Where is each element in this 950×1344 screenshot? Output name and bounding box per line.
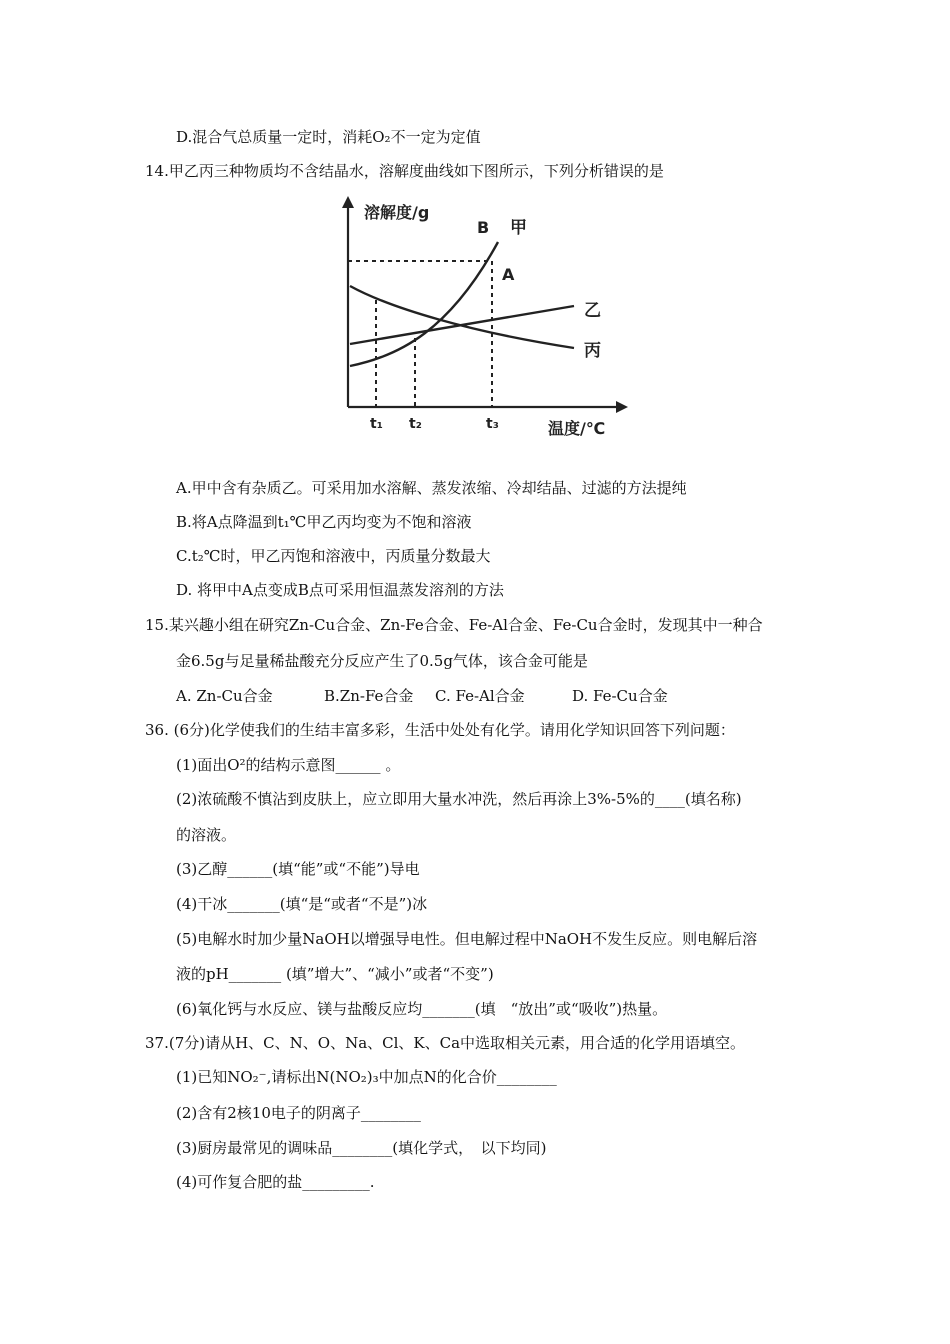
q15-option-b: B.Zn-Fe合金: [324, 687, 414, 705]
q36-part5-line2: 液的pH_______ (填”增大”、“减小”或者“不变”): [176, 965, 494, 983]
tick-t2: t₂: [409, 416, 422, 432]
q36-part3: (3)乙醇______(填“能”或“不能”)导电: [176, 860, 420, 878]
q36-part2-line2: 的溶液。: [176, 826, 237, 844]
q37-stem: 37.(7分)请从H、C、N、O、Na、Cl、K、Ca中选取相关元素，用合适的化学用语填空。: [145, 1034, 746, 1052]
y-axis-arrow: [342, 196, 354, 208]
series-yi-label: 乙: [584, 301, 601, 321]
q15-option-a: A. Zn-Cu合金: [176, 687, 273, 705]
q14-option-a: A.甲中含有杂质乙。可采用加水溶解、蒸发浓缩、冷却结晶、过滤的方法提纯: [176, 479, 687, 497]
q36-part5-line1: (5)电解水时加少量NaOH以增强导电性。但电解过程中NaOH不发生反应。则电解后溶: [176, 930, 758, 948]
q36-part1: (1)面出O²的结构示意图______ 。: [176, 756, 401, 774]
point-a-label: A: [502, 265, 515, 284]
q37-part4: (4)可作复合肥的盐_________.: [176, 1173, 375, 1191]
q37-part3: (3)厨房最常见的调味品________(填化学式， 以下均同): [176, 1139, 547, 1157]
q37-part1: (1)已知NO₂⁻,请标出N(NO₂)₃中加点N的化合价________: [176, 1068, 557, 1086]
q14-option-d: D. 将甲中A点变成B点可采用恒温蒸发溶剂的方法: [176, 581, 504, 599]
q15-stem-line2: 金6.5g与足量稀盐酸充分反应产生了0.5g气体，该合金可能是: [176, 652, 588, 670]
q15-stem-line1: 15.某兴趣小组在研究Zn-Cu合金、Zn-Fe合金、Fe-Al合金、Fe-Cu合金时，发现其中一种合: [145, 616, 763, 634]
q36-part2-line1: (2)浓硫酸不慎沾到皮肤上，应立即用大量水冲洗，然后再涂上3%-5%的____(填名称): [176, 790, 742, 808]
x-axis-label: 温度/℃: [548, 419, 606, 438]
point-b-label: B: [477, 218, 490, 237]
q36-stem: 36. (6分)化学使我们的生结丰富多彩，生活中处处有化学。请用化学知识回答下列问题：: [145, 721, 735, 739]
q14-stem: 14.甲乙丙三种物质均不含结晶水，溶解度曲线如下图所示，下列分析错误的是: [145, 162, 664, 180]
q36-part6: (6)氧化钙与水反应、镁与盐酸反应均_______(填 “放出”或“吸收”)热量。: [176, 1000, 668, 1018]
q36-part4: (4)干冰_______(填“是“或者“不是”)冰: [176, 895, 428, 913]
x-axis-arrow: [616, 401, 628, 413]
solubility-chart: [330, 190, 630, 440]
q14-option-c: C.t₂℃时，甲乙丙饱和溶液中，丙质量分数最大: [176, 547, 491, 565]
q14-option-b: B.将A点降温到t₁℃甲乙丙均变为不饱和溶液: [176, 513, 472, 531]
q37-part2: (2)含有2核10电子的阴离子________: [176, 1104, 421, 1122]
tick-t1: t₁: [370, 416, 383, 432]
series-bing-label: 丙: [584, 341, 601, 361]
y-axis-label: 溶解度/g: [364, 203, 430, 222]
q15-option-c: C. Fe-Al合金: [435, 687, 525, 705]
q13-option-d: D.混合气总质量一定时，消耗O₂不一定为定值: [176, 128, 481, 146]
series-jia-label: 甲: [510, 218, 527, 238]
tick-t3: t₃: [486, 416, 499, 432]
q15-option-d: D. Fe-Cu合金: [572, 687, 668, 705]
